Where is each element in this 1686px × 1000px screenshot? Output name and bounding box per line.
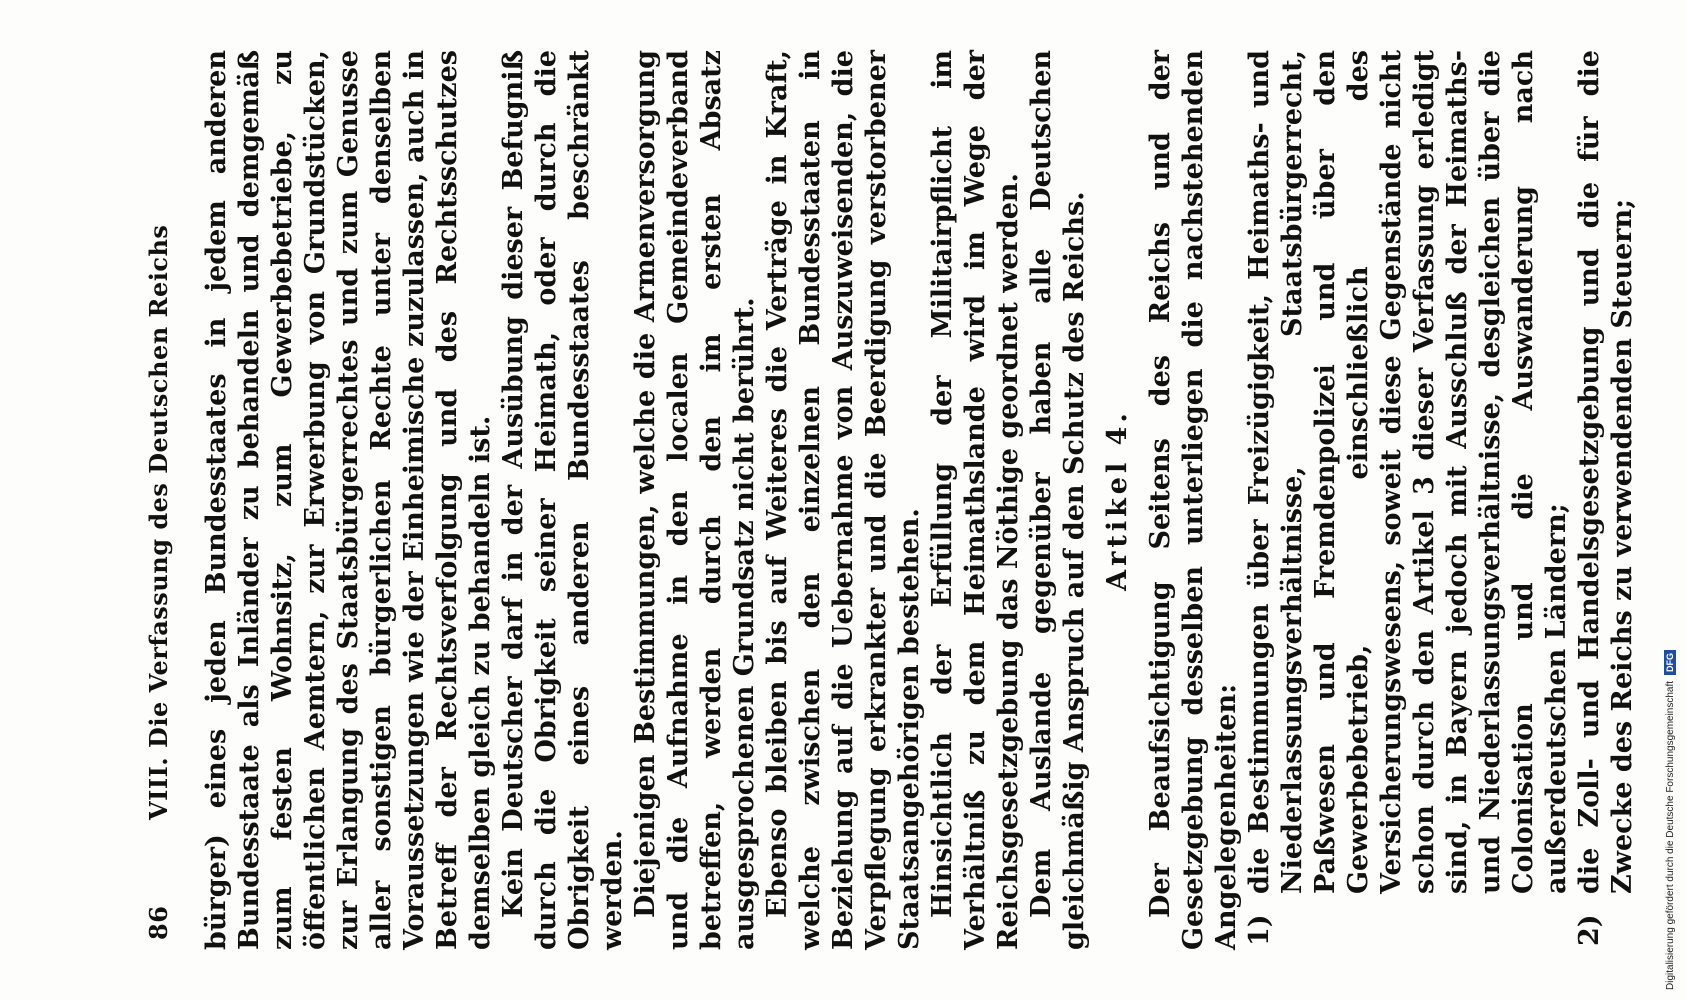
article-heading: Artikel 4.: [1102, 409, 1133, 591]
running-head: [140, 40, 180, 960]
paragraph: Kein Deutscher darf in der Ausübung dieser Befugniß durch die Obrigkeit seiner Heimath, oder durch die Obrigkeit eines anderen Bundesstaates beschränkt werden.: [498, 50, 628, 950]
body-text: [200, 50, 1639, 950]
paragraph: Der Beaufsichtigung Seitens des Reichs und der Gesetzgebung desselben unterliegen die nachstehenden Angelegenheiten:: [1145, 50, 1242, 950]
list-item: [1573, 50, 1639, 950]
paragraph: Hinsichtlich der Erfüllung der Militairpflicht im Verhältniß zu dem Heimathslande wird im Wege der Reichsgesetzgebung das Nöthige geordnet werden.: [927, 50, 1024, 950]
paragraph: bürger) eines jeden Bundesstaates in jedem anderen Bundesstaate als Inländer zu behandeln und demgemäß zum festen Wohnsitz, zum Gewerbebetriebe, zu öffentlichen Aemtern, zur Erwerbung von Grundstücken, zur Erlangung des Staatsbürgerrechtes und zum Genusse aller sonstigen bürgerlichen Rechte unter denselben Voraussetzungen wie der Einheimische zuzulassen, auch in Betreff der Rechtsverfolgung und des Rechtsschutzes demselben gleich zu behandeln ist.: [201, 50, 496, 950]
running-title: VIII. Die Verfassung des Deutschen Reichs: [144, 224, 173, 820]
list-number: 2): [1574, 914, 1605, 946]
credit-text: Digitalisierung gefördert durch die Deutsche Forschungsgemeinschaft: [1664, 680, 1676, 990]
page-number: 86: [144, 905, 173, 940]
list-item-text: die Zoll- und Handelsgesetzgebung und die für die Zwecke des Reichs zu verwendenden Steuern;: [1574, 50, 1638, 894]
document-page: [140, 40, 1638, 960]
dfg-logo: DFG: [1664, 650, 1676, 675]
digitization-credit: [1664, 0, 1676, 990]
paragraph: Dem Auslande gegenüber haben alle Deutschen gleichmäßig Anspruch auf den Schutz des Reichs.: [1026, 50, 1090, 950]
paragraph: Diejenigen Bestimmungen, welche die Armenversorgung und die Aufnahme in den localen Gemeindeverband betreffen, werden durch den im ersten Absatz ausgesprochenen Grundsatz nicht berührt.: [630, 50, 760, 950]
list-number: 1): [1244, 914, 1275, 946]
list-item: [1243, 50, 1573, 950]
list-item-text: die Bestimmungen über Freizügigkeit, Heimaths- und Niederlassungsverhältnisse, Staatsbürgerrecht, Paßwesen und Fremdenpolizei und über den Gewerbebetrieb, einschließlich des Versicherungswesens, soweit diese Gegenstände nicht schon durch den Artikel 3 dieser Verfassung erledigt sind, in Bayern jedoch mit Ausschluß der Heimaths- und Niederlassungsverhältnisse, desgleichen über die Colonisation und die Auswanderung nach außerdeutschen Ländern;: [1244, 50, 1572, 894]
paragraph: Ebenso bleiben bis auf Weiteres die Verträge in Kraft, welche zwischen den einzelnen Bundesstaaten in Beziehung auf die Uebernahme von Auszuweisenden, die Verpflegung erkrankter und die Beerdigung verstorbener Staatsangehörigen bestehen.: [762, 50, 925, 950]
